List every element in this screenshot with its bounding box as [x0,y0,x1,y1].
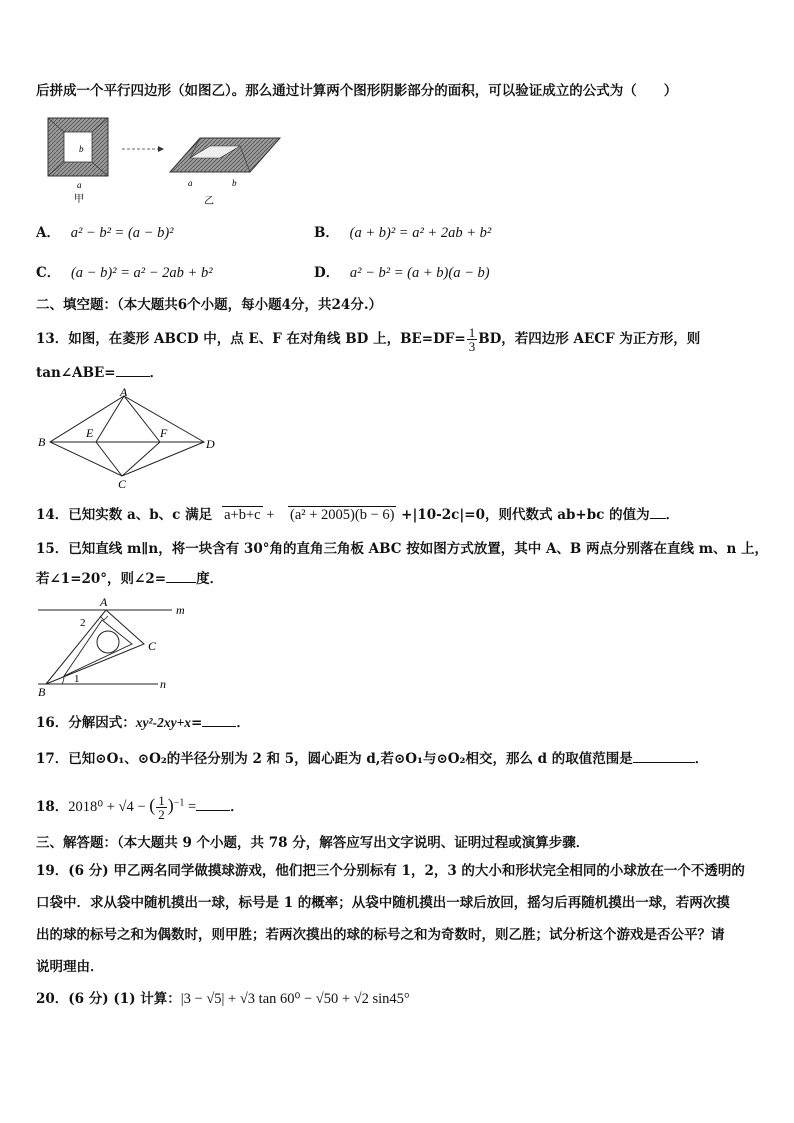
option-a-formula: a² − b² = (a − b)² [70,225,174,241]
option-b-label: B． [314,225,339,241]
label-b1: b [79,144,84,154]
q19-line3: 出的球的标号之和为偶数时，则甲胜；若两次摸出的球的标号之和为奇数时，则乙胜；试分析这个游戏是否公平？请 [36,927,725,943]
q13-text-b: BD，若四边形 AECF 为正方形，则 [478,331,701,347]
q18-answer-blank[interactable] [196,798,230,811]
label-A: A [100,595,108,609]
q15-text-a: 若∠1=20°，则∠2= [36,571,167,587]
q15-text-b: 度． [196,571,224,587]
q18-lead: 18． [36,799,69,815]
label-A: A [120,386,128,399]
q12-figure-svg [40,112,300,208]
label-B: B [38,685,46,698]
q14-sqrt2: (a² + 2005)(b − 6) [290,507,395,523]
label-b2: b [232,178,237,188]
q13-answer-blank[interactable] [116,364,150,377]
q13-text-a: 13．如图，在菱形 ABCD 中，点 E、F 在对角线 BD 上，BE=DF= [36,331,466,347]
q15-line2 [36,570,223,588]
rhombus [50,396,204,476]
q19-line4: 说明理由． [36,959,104,975]
q16-expr: xy²-2xy+x [135,715,192,730]
q13-line1 [36,326,700,353]
section-3-heading: 三、解答题：（本大题共 9 个小题，共 78 分，解答应写出文字说明、证明过程或演算步骤． [36,835,590,851]
q13-end: ． [149,365,164,381]
q16-end: ． [236,715,250,731]
label-a2: a [188,178,193,188]
q20-line [36,990,410,1008]
inner-square [64,132,92,162]
inner-triangle [64,620,132,676]
q14-abs: +|10-2c|=0，则代数式 ab+bc 的值为 [396,507,650,523]
label-B: B [38,435,46,449]
label-m: m [176,603,185,617]
q18-fraction [156,794,167,821]
q14-line [36,506,679,524]
q14-lead: 14．已知实数 a、b、c 满足 [36,507,213,523]
label-D: D [206,437,215,451]
q16-line [36,714,250,732]
label-C: C [118,477,127,490]
arrow-head [158,146,164,152]
option-d-label: D． [314,265,340,281]
q13-frac-num: 1 [468,325,476,340]
q13-line2 [36,364,163,382]
q13-tan: tan∠ABE= [36,365,116,381]
option-c-label: C． [36,265,61,281]
option-b[interactable] [314,224,491,242]
q17-text: 17．已知⊙O₁、⊙O₂的半径分别为 2 和 5，圆心距为 d,若⊙O₁与⊙O₂相交，那么 d 的取值范围是 [36,751,633,767]
label-jia: 甲 [74,194,84,205]
q18-frac-den: 2 [158,807,165,822]
outer-triangle [46,610,144,684]
q17-line [36,750,708,768]
q18-expr: 2018⁰ + √4 − [68,799,150,815]
label-yi: 乙 [204,196,214,207]
q15-line1: 15．已知直线 m∥n，将一块含有 30°角的直角三角板 ABC 按如图方式放置，其中 A、B 两点分别落在直线 m、n 上， [36,541,769,557]
triangle-hole [97,631,119,653]
label-C: C [148,639,157,653]
option-a[interactable] [36,224,174,242]
label-angle-2: 2 [80,617,86,629]
option-a-label: A． [36,225,60,241]
q12-figure [40,112,300,212]
q16-eq: = [191,715,203,731]
q15-figure [34,594,194,702]
label-F: F [160,426,168,440]
q18-line: 18．2018⁰ + √4 − ( $\frac{1}{2}$ )$^{-1}$ = ． [36,793,244,822]
q16-lead: 16．分解因式： [36,715,136,731]
option-b-formula: (a + b)² = a² + 2ab + b² [349,225,492,241]
q14-answer-blank[interactable] [650,506,666,519]
q18-end: ． [230,799,244,815]
q16-answer-blank[interactable] [202,714,236,727]
triangle-svg [34,594,194,698]
option-d[interactable] [314,264,490,282]
label-a1: a [77,180,82,190]
q20-lead: 20．(6 分) (1) 计算： [36,991,181,1007]
q13-frac-den: 3 [468,339,476,354]
section-2-heading: 二、填空题：（本大题共6个小题，每小题4分，共24分.） [36,297,383,313]
q20-expr: |3 − √5| + √3 tan 60⁰ − √50 + √2 sin45° [180,991,410,1007]
q17-end: ． [694,751,709,767]
q14-plus: + [262,507,279,523]
q19-line2: 口袋中．求从袋中随机摸出一球，标号是 1 的概率；从袋中随机摸出一球后放回，摇匀后再随机摸出一球，若两次摸 [36,895,730,911]
q18-frac-num: 1 [158,793,165,808]
label-angle-1: 1 [74,673,80,685]
option-c[interactable] [36,264,213,282]
label-n: n [160,677,166,691]
q14-sqrt1: a+b+c [224,507,261,523]
q18-exponent: −1 [173,797,185,809]
q13-fraction [467,326,478,353]
q14-end: ． [665,507,680,523]
q13-figure [34,386,224,494]
option-d-formula: a² − b² = (a + b)(a − b) [349,265,490,281]
q17-answer-blank[interactable] [633,750,695,763]
q19-line1: 19．(6 分) 甲乙两名同学做摸球游戏，他们把三个分别标有 1，2，3 的大小和形状完全相同的小球放在一个不透明的 [36,863,745,879]
label-E: E [86,426,94,440]
q12-intro: 后拼成一个平行四边形（如图乙）。那么通过计算两个图形阴影部分的面积，可以验证成立的公式为（ ） [36,83,678,99]
option-c-formula: (a − b)² = a² − 2ab + b² [70,265,213,281]
q15-answer-blank[interactable] [166,570,196,583]
q18-eq: = [184,799,197,815]
rhombus-svg [34,386,224,490]
